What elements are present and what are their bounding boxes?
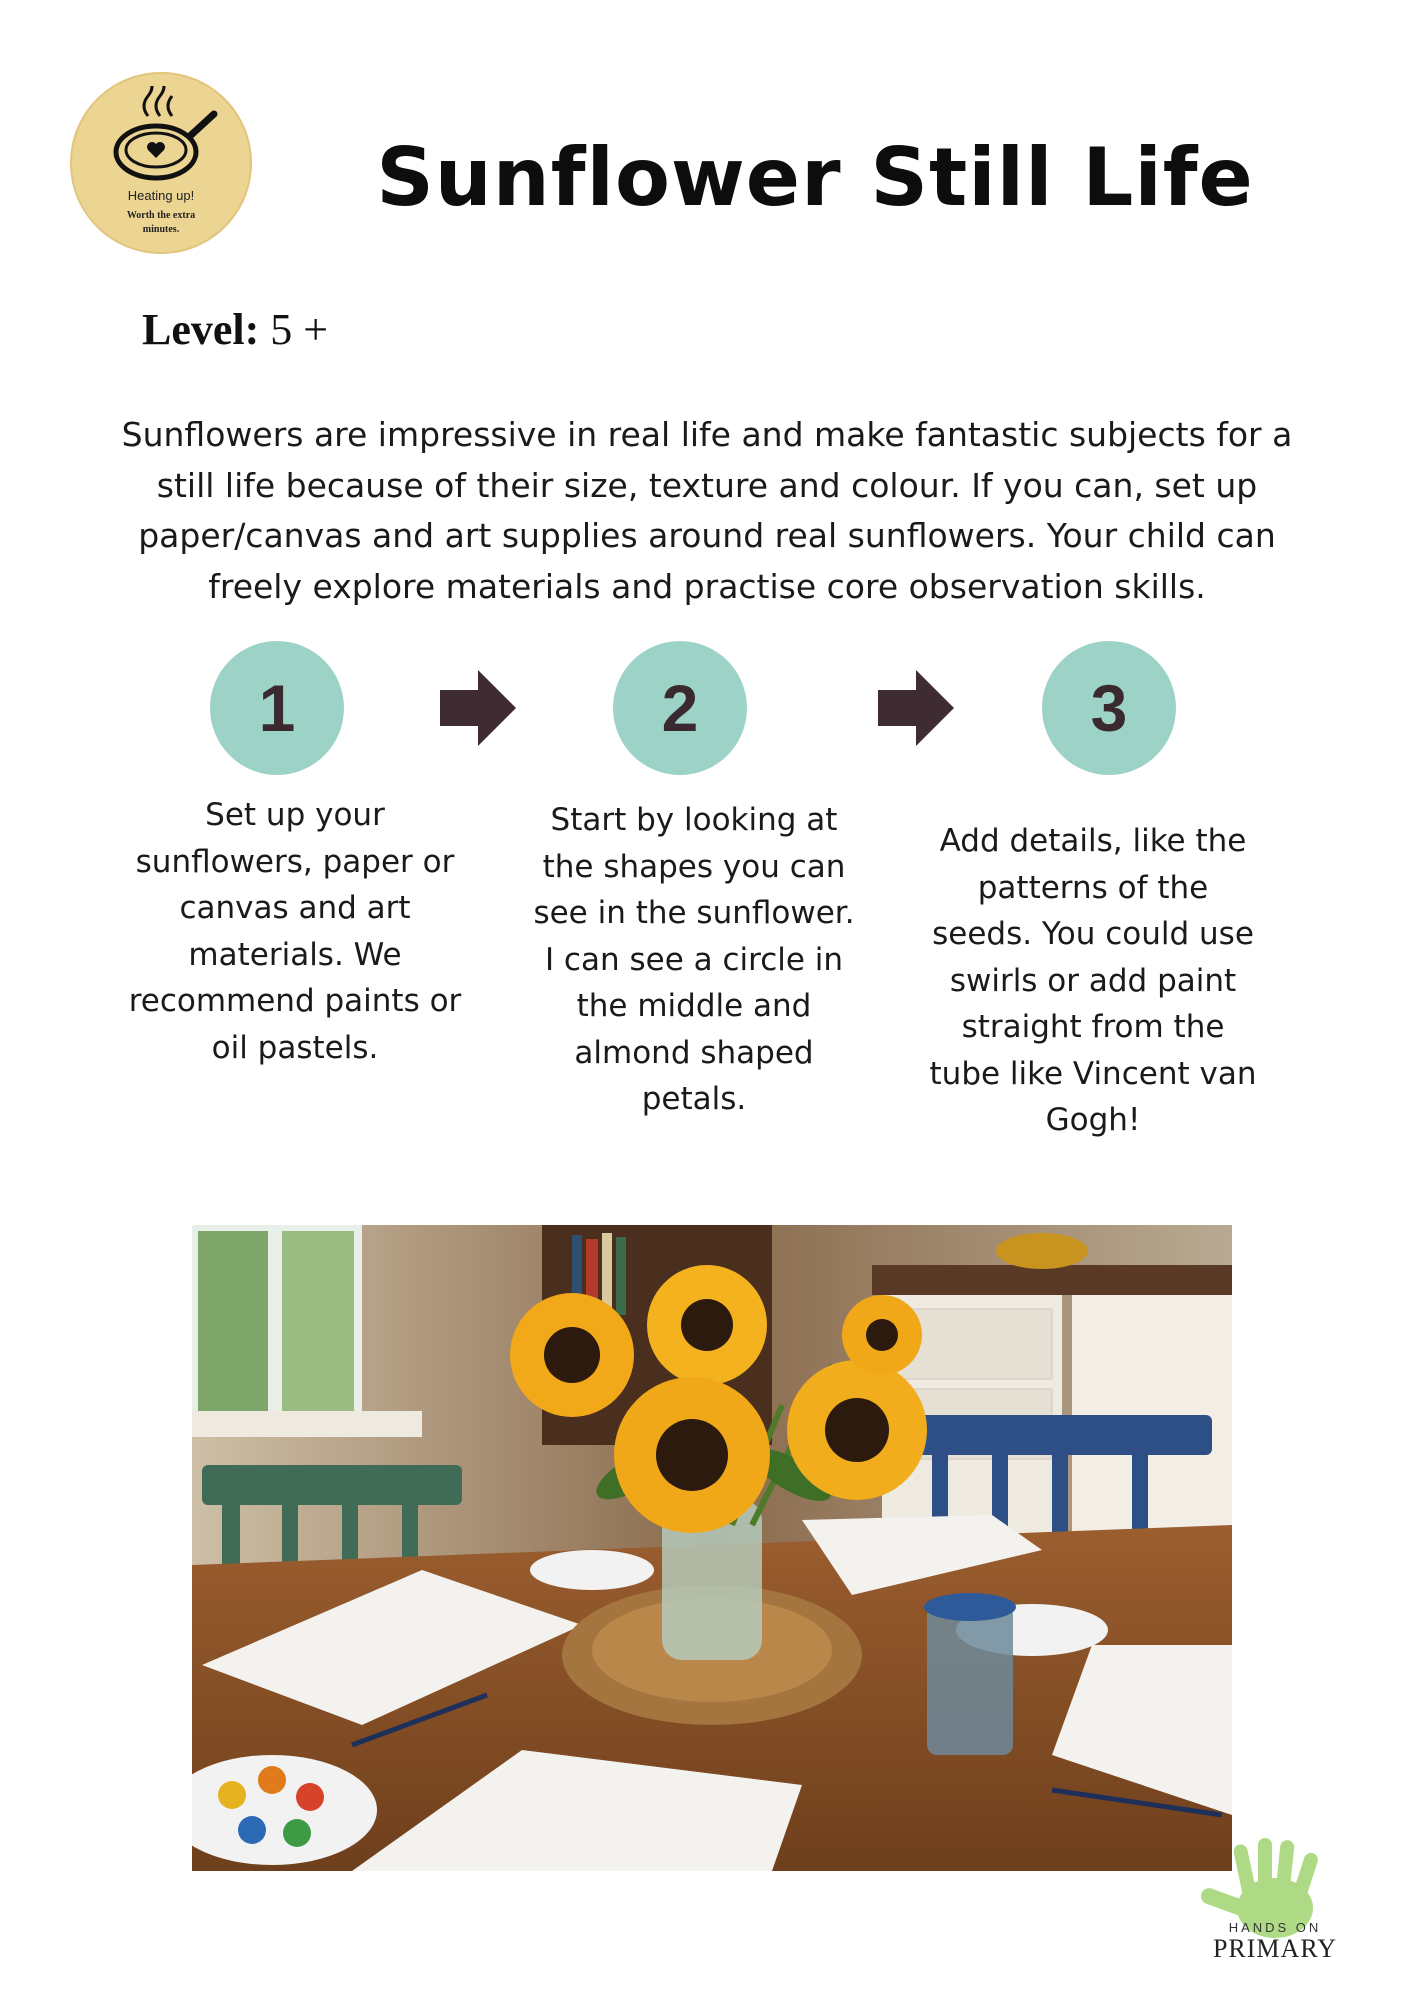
level-line — [142, 304, 328, 355]
logo-line-1: HANDS ON — [1228, 1920, 1322, 1935]
step-2-text: Start by looking at the shapes you can see in the sunflower. I can see a circle in the middle and almond shaped petals. — [533, 802, 855, 1117]
level-value: 5 + — [270, 305, 329, 354]
heating-up-badge — [70, 72, 252, 254]
step-1-text: Set up your sunflowers, paper or canvas and art materials. We recommend paints or oil pastels. — [128, 797, 462, 1066]
step-2-circle: 2 — [613, 641, 747, 775]
hands-on-primary-logo — [1190, 1838, 1360, 1984]
badge-line-2: Worth the extra — [126, 210, 196, 221]
badge-line-1: Heating up! — [127, 188, 195, 203]
arrow-right-icon — [440, 670, 516, 746]
step-3-text: Add details, like the patterns of the seeds. You could use swirls or add paint straight from the tube like Vincent van Gogh! — [929, 823, 1257, 1138]
logo-line-2: PRIMARY — [1212, 1934, 1338, 1963]
frying-pan-heart-icon — [104, 86, 218, 186]
badge-line-3: minutes. — [142, 224, 180, 235]
step-3-circle: 3 — [1042, 641, 1176, 775]
sunflower-table-photo — [192, 1225, 1232, 1871]
arrow-right-icon — [878, 670, 954, 746]
level-label: Level: — [142, 305, 260, 354]
page-title: Sunflower Still Life — [376, 131, 1254, 224]
intro-paragraph: Sunflowers are impressive in real life and make fantastic subjects for a still life because of their size, texture and colour. If you can, set up paper/canvas and art supplies around real sunflowers. Your child can freely explore materials and practise core observation skills. — [121, 415, 1293, 606]
step-1-circle: 1 — [210, 641, 344, 775]
